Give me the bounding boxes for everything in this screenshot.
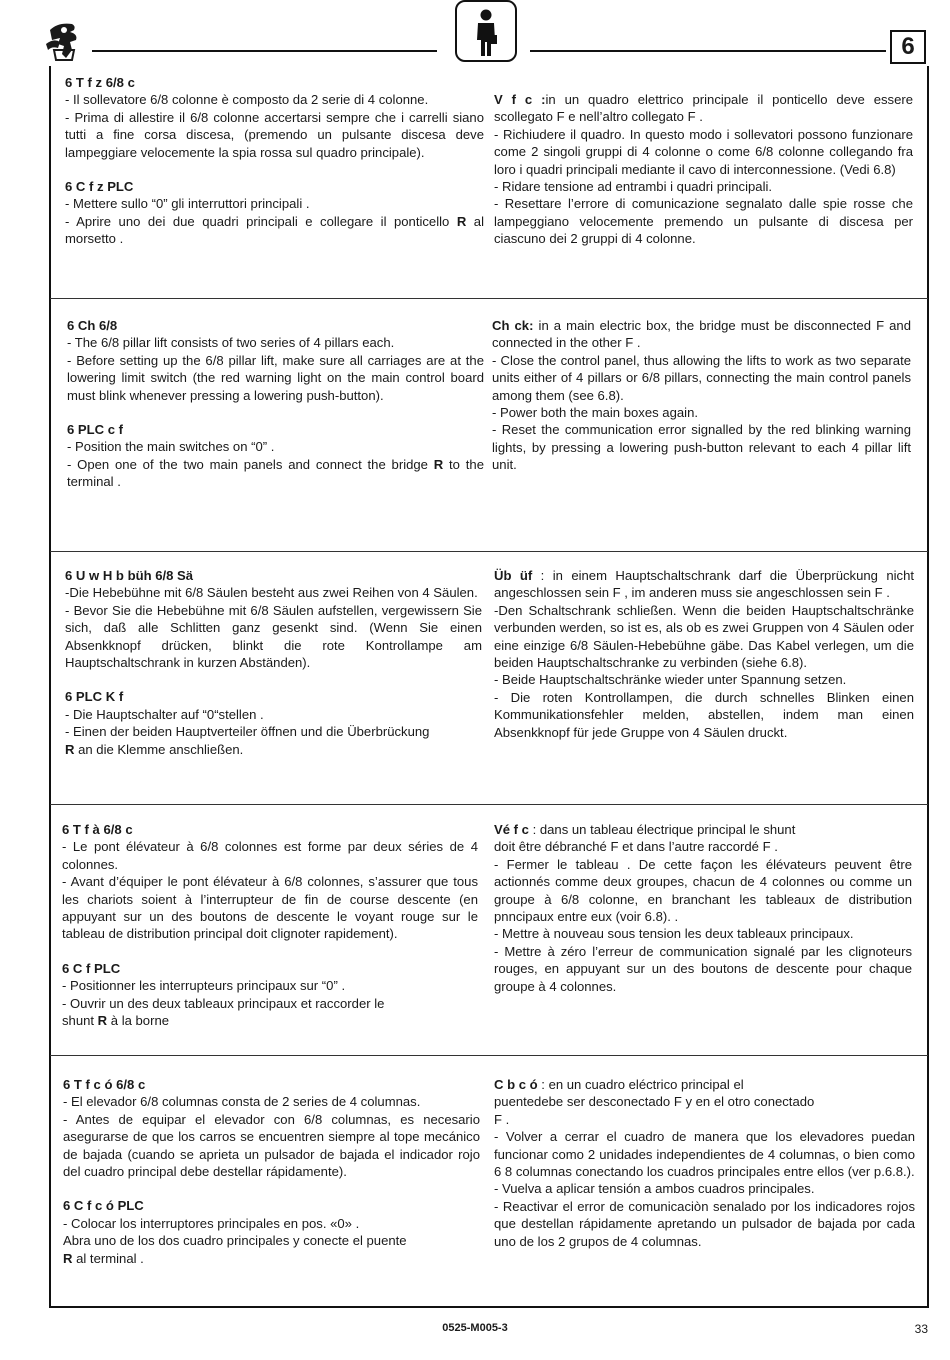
instruction-text: - The 6/8 pillar lift consists of two series of 4 pillars each. <box>67 335 395 351</box>
check-note <box>494 567 914 602</box>
instruction-text: - Einen der beiden Hauptverteiler öffnen und die Überbrückung <box>65 724 430 740</box>
header-rule-right <box>530 50 886 52</box>
bridge-reference-label: R <box>65 741 75 757</box>
section-de-right <box>494 567 914 741</box>
instruction-text: - Reset the communication error signalled by the red blinking warning lights, by pressing a lowering push-button relevant to each 4 pillar lift unit. <box>492 422 911 473</box>
section-heading: 6 T f à 6/8 c <box>62 822 133 837</box>
instruction-text: - Mettre à nouveau sous tension les deux tableaux principaux. <box>494 926 854 942</box>
instruction-text: - Ridare tensione ad entrambi i quadri principali. <box>494 179 773 195</box>
instruction-text <box>63 1250 480 1267</box>
text-fragment: to the terminal . <box>67 456 484 490</box>
section-heading: 6 T f z 6/8 c <box>65 75 135 90</box>
text-fragment: in un quadro elettrico principale il ponticello deve essere scollegato F e nell’altro collegato F . <box>494 92 913 125</box>
instruction-text: - Beide Hauptschaltschränke wieder unter Spannung setzen. <box>494 672 847 688</box>
check-note <box>494 1076 915 1093</box>
instruction-text: - Positionner les interrupteurs principaux sur “0” . <box>62 978 346 994</box>
paragraph-spacer <box>67 404 484 421</box>
instruction-text: - Avant d’équiper le pont élévateur à 6/8 colonnes, s’assurer que tous les chariots soient à l’interrupteur de fin de course descente (en appuyant sur un des boutons de descente le voyant rouge sur le tableau de distribution principal doit clignoter rapidement). <box>62 874 478 942</box>
instruction-text: - Bevor Sie die Hebebühne mit 6/8 Säulen aufstellen, vergewissern Sie sich, daß alle Schlitten ganz gesenkt sind. (Wenn Sie einen Absenkknopf drücken, blinkt die rote Kontrollampe am Hauptschaltschrank in kurzen Abständen). <box>65 602 482 671</box>
paragraph-spacer <box>494 74 913 91</box>
paragraph-spacer <box>65 161 484 178</box>
instruction-text <box>67 456 484 491</box>
section-en-left <box>67 317 484 491</box>
instruction-text: - Il sollevatore 6/8 colonne è composto da 2 serie di 4 colonne. <box>65 92 429 108</box>
section-it-left <box>65 74 484 248</box>
instruction-text: - Resettare l’errore di comunicazione segnalato dalle spie rosse che lampeggiano velocemente premendo un pulsante di discesa per ciascuno dei 2 gruppi di 4 colonne. <box>494 196 913 247</box>
instruction-text: - Die roten Kontrollampen, die durch schnelles Blinken einen Kommunikationsfehler melden, abstellen, indem man einen Absenkknopf für jede Gruppe von 4 Säulen druckt. <box>494 689 914 740</box>
instruction-text: - Position the main switches on “0” . <box>67 439 275 455</box>
header-rule-left <box>92 50 437 52</box>
user-manual-person-icon <box>455 0 517 62</box>
instruction-text: F . <box>494 1111 510 1127</box>
paragraph-spacer <box>62 943 478 960</box>
instruction-text: - Power both the main boxes again. <box>492 405 698 421</box>
text-fragment: an die Klemme anschließen. <box>74 741 244 757</box>
document-code: 0525-M005-3 <box>442 1322 508 1334</box>
instruction-text: -Die Hebebühne mit 6/8 Säulen besteht aus zwei Reihen von 4 Säulen. <box>65 585 478 601</box>
instruction-text: - Volver a cerrar el cuadro de manera que los elevadores puedan funcionar como 2 unidades independientes de 4 columnas, o bien como 6 8 columnas conectando los cuadros principales entre ellos (ver p.6.8.). <box>494 1129 915 1180</box>
section-heading: 6 PLC c f <box>67 422 124 438</box>
check-label: C b c ó <box>494 1077 538 1092</box>
check-label: V f c : <box>494 92 546 107</box>
instruction-text <box>65 741 482 758</box>
instruction-text <box>65 213 484 248</box>
instruction-text: - Ouvrir un des deux tableaux principaux et raccorder le <box>62 995 385 1011</box>
bridge-reference-label: R <box>63 1250 73 1266</box>
section-heading: 6 PLC K f <box>65 689 124 705</box>
instruction-text: - Mettre à zéro l’erreur de communication signalé par les clignoteurs rouges, en appuyant sur un des boutons de descente pour chaque groupe à 4 colonnes. <box>494 943 912 994</box>
instruction-text: - Vuelva a aplicar tensión a ambos cuadros principales. <box>494 1181 815 1197</box>
text-fragment: : in einem Hauptschaltschrank darf die Überprückung nicht angeschlossen sein F , im anderen muss sie angeschlossen sein F . <box>494 568 914 601</box>
check-note <box>494 91 913 126</box>
bridge-reference-label: R <box>456 213 467 229</box>
instruction-text: - Mettere sullo “0” gli interruttori principali . <box>65 196 310 212</box>
section-fr-right <box>494 821 912 995</box>
instruction-text: - Prima di allestire il 6/8 colonne accertarsi sempre che i carrelli siano tutti a fine corsa discesa, (premendo un pulsante discesa deve lampeggiare velocemente la spia rossa sul quadro principale). <box>65 109 484 160</box>
text-fragment: al morsetto . <box>65 213 484 247</box>
section-heading: 6 C f c ó PLC <box>63 1198 144 1214</box>
instruction-text: - Colocar los interruptores principales en pos. «0» . <box>63 1215 360 1231</box>
text-fragment: - Open one of the two main panels and connect the bridge <box>67 456 434 472</box>
text-fragment: : dans un tableau électrique principal le shunt <box>528 822 796 837</box>
section-divider <box>50 804 928 805</box>
section-es-right <box>494 1076 915 1250</box>
text-fragment: shunt <box>62 1013 98 1029</box>
section-heading: 6 C f z PLC <box>65 179 134 195</box>
paragraph-spacer <box>63 1180 480 1197</box>
text-fragment: - Aprire uno dei due quadri principali e collegare il ponticello <box>65 213 457 229</box>
bridge-reference-label: R <box>433 456 444 472</box>
section-divider <box>50 298 928 299</box>
section-divider <box>50 551 928 552</box>
instruction-text: - Before setting up the 6/8 pillar lift, make sure all carriages are at the lowering limit switch (the red warning light on the main control board must blink whenever pressing a lowering push-button). <box>67 352 484 403</box>
check-label: Vé f c <box>494 822 529 837</box>
text-fragment: à la borne <box>107 1013 170 1029</box>
paragraph-spacer <box>65 671 482 688</box>
text-fragment: in a main electric box, the bridge must be disconnected F and connected in the other F . <box>492 318 911 351</box>
instruction-text: - Le pont élévateur à 6/8 colonnes est forme par deux séries de 4 colonnes. <box>62 839 478 872</box>
instruction-text: - Reactivar el error de comunicaciòn senalado por los indicadores rojos que destellan rápidamente apretando un pulsador de bajada por cada uno de los 2 grupos de 4 columnas. <box>494 1198 915 1249</box>
instruction-text: Abra uno de los dos cuadro principales y conecte el puente <box>63 1233 407 1249</box>
section-heading: 6 T f c ó 6/8 c <box>63 1077 146 1092</box>
page-number: 33 <box>914 1322 928 1336</box>
section-divider <box>50 1055 928 1056</box>
text-fragment: al terminal . <box>72 1250 144 1266</box>
brand-logo-icon <box>44 20 88 62</box>
instruction-text: - Close the control panel, thus allowing the lifts to work as two separate units either of 4 pillars or 6/8 pillars, connecting the main control panels among them (see 6.8). <box>492 352 911 403</box>
instruction-text: -Den Schaltschrank schließen. Wenn die beiden Hauptschaltschränke verbunden werden, so ist es, als ob es zwei Gruppen von 4 Säulen oder eine einzige 6/8 Säulen-Hebebühne gäbe. Das Kabel verlegen, um die beiden Hauptschaltschranke zu verbinden (siehe 6.8). <box>494 602 914 671</box>
section-en-right <box>492 317 911 474</box>
section-fr-left <box>62 821 478 1029</box>
section-de-left <box>65 567 482 758</box>
text-fragment: : en un cuadro eléctrico principal el <box>537 1077 744 1092</box>
section-it-right <box>494 74 913 248</box>
instruction-text: - Richiudere il quadro. In questo modo i sollevatori possono funzionare come 2 singoli gruppi di 4 colonne o come 6/8 colonne collegando fra loro i quadri principali mediante il cavo di interconnessione. (Vedi 6.8) <box>494 126 913 177</box>
check-note <box>494 821 912 838</box>
instruction-text <box>62 1012 478 1029</box>
check-label: Ch ck: <box>492 318 534 333</box>
section-heading: 6 U w H b büh 6/8 Sä <box>65 568 194 583</box>
section-heading: 6 C f PLC <box>62 960 121 976</box>
instruction-text: doit être débranché F et dans l’autre raccordé F . <box>494 839 778 855</box>
section-heading: 6 Ch 6/8 <box>67 318 118 333</box>
instruction-text: - Antes de equipar el elevador con 6/8 columnas, es necesario asegurarse de que los carros se encuentren siempre al tope mecánico de bajada (cuando se aprieta un pulsador de bajada el indicador rojo del cuadro principal debe destellar rápidamente). <box>63 1111 480 1180</box>
check-label: Üb üf <box>494 568 533 583</box>
chapter-number-badge: 6 <box>890 30 926 64</box>
instruction-text: - Fermer le tableau . De cette façon les élévateurs peuvent être actionnés comme deux groupes, chacun de 4 colonnes ou comme un groupe à 6/8 colonne, en branchant les tableaux de distribution pnncipaux entre eux (voir 6.8). . <box>494 856 912 925</box>
check-note <box>492 317 911 352</box>
instruction-text: - El elevador 6/8 columnas consta de 2 series de 4 columnas. <box>63 1094 421 1110</box>
section-es-left <box>63 1076 480 1267</box>
instruction-text: - Die Hauptschalter auf “0“stellen . <box>65 706 264 722</box>
bridge-reference-label: R <box>97 1013 108 1029</box>
instruction-text: puentedebe ser desconectado F y en el otro conectado <box>494 1094 815 1110</box>
